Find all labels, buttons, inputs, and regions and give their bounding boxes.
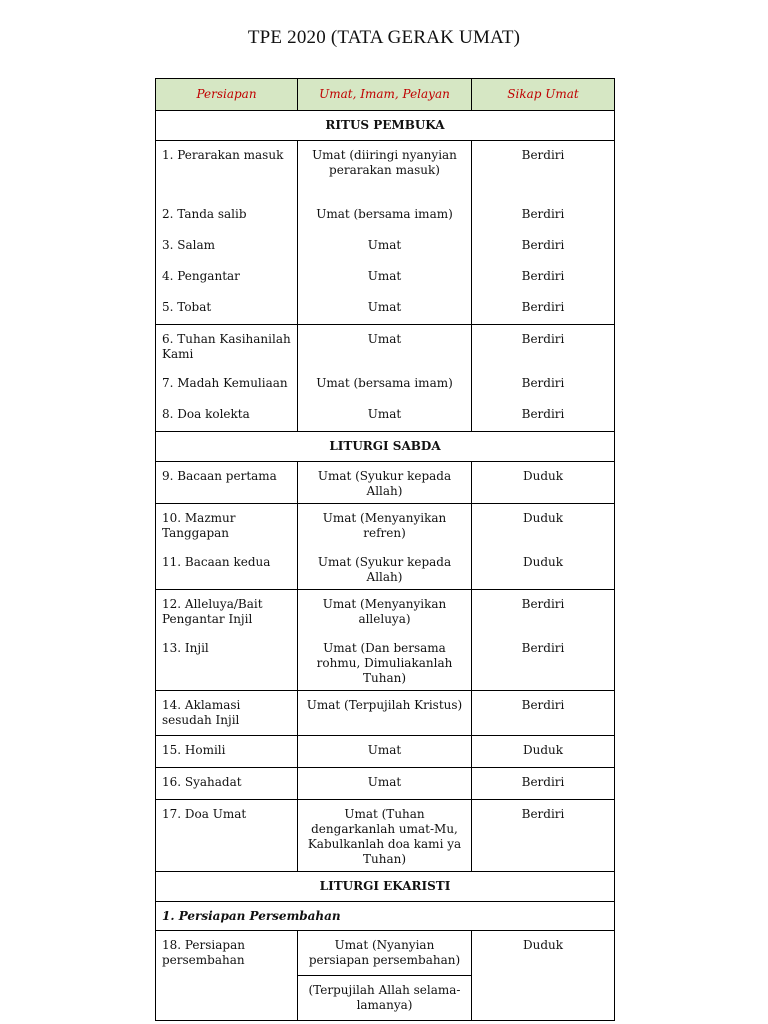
row-pose: Berdiri: [472, 768, 615, 800]
header-row: [156, 79, 615, 111]
row-pose: Duduk: [472, 462, 615, 504]
table-row: [156, 262, 615, 293]
table-row: [156, 462, 615, 504]
row-pose: Berdiri: [472, 141, 615, 201]
row-who: Umat: [298, 736, 472, 768]
row-item: 1. Perarakan masuk: [156, 141, 298, 201]
row-item: 6. Tuhan Kasihanilah Kami: [156, 325, 298, 370]
row-pose: Berdiri: [472, 634, 615, 691]
table-row: [156, 141, 615, 201]
row-item: 15. Homili: [156, 736, 298, 768]
row-pose: Berdiri: [472, 293, 615, 325]
section-heading: RITUS PEMBUKA: [156, 111, 615, 141]
row-who: Umat: [298, 231, 472, 262]
table-row: [156, 293, 615, 325]
row-pose: Berdiri: [472, 800, 615, 872]
row-pose: Berdiri: [472, 590, 615, 635]
row-item: 16. Syahadat: [156, 768, 298, 800]
row-who: Umat (Syukur kepada Allah): [298, 548, 472, 590]
row-who: Umat (Syukur kepada Allah): [298, 462, 472, 504]
row-pose: Berdiri: [472, 262, 615, 293]
row-pose: Duduk: [472, 504, 615, 549]
row-who-secondary: (Terpujilah Allah selama-lamanya): [298, 976, 472, 1021]
table-row: [156, 504, 615, 549]
table-row: [156, 634, 615, 691]
row-pose: Duduk: [472, 736, 615, 768]
header-sikap-umat: Sikap Umat: [472, 79, 615, 111]
page-title: TPE 2020 (TATA GERAK UMAT): [247, 27, 521, 48]
row-pose: Duduk: [472, 548, 615, 590]
row-item: 17. Doa Umat: [156, 800, 298, 872]
row-pose: Berdiri: [472, 691, 615, 736]
subsection-heading: 1. Persiapan Persembahan: [156, 902, 615, 931]
row-who: Umat (Dan bersama rohmu, Dimuliakanlah Tuhan): [298, 634, 472, 691]
row-pose: Berdiri: [472, 325, 615, 370]
table-row: [156, 369, 615, 400]
row-who: Umat: [298, 325, 472, 370]
row-item: 18. Persiapan persembahan: [156, 931, 298, 1021]
row-item: 11. Bacaan kedua: [156, 548, 298, 590]
table-row: [156, 325, 615, 370]
row-pose: Berdiri: [472, 400, 615, 432]
row-who: Umat (Menyanyikan alleluya): [298, 590, 472, 635]
row-who: Umat (Menyanyikan refren): [298, 504, 472, 549]
row-who: Umat (bersama imam): [298, 369, 472, 400]
row-item: 10. Mazmur Tanggapan: [156, 504, 298, 549]
row-pose: Berdiri: [472, 200, 615, 231]
row-who: Umat: [298, 768, 472, 800]
row-who: Umat: [298, 262, 472, 293]
row-item: 9. Bacaan pertama: [156, 462, 298, 504]
row-pose: Duduk: [472, 931, 615, 1021]
table-row: [156, 736, 615, 768]
table-row: [156, 590, 615, 635]
row-who: Umat: [298, 400, 472, 432]
table-row: [156, 400, 615, 432]
row-who: Umat (Nyanyian persiapan persembahan): [298, 931, 472, 976]
table-row: [156, 800, 615, 872]
row-item: 13. Injil: [156, 634, 298, 691]
section-heading: LITURGI SABDA: [156, 432, 615, 462]
header-umat-imam-pelayan: Umat, Imam, Pelayan: [298, 79, 472, 111]
liturgy-table: [155, 78, 615, 1021]
table-row: [156, 691, 615, 736]
row-who: Umat (Tuhan dengarkanlah umat-Mu, Kabulkanlah doa kami ya Tuhan): [298, 800, 472, 872]
row-item: 8. Doa kolekta: [156, 400, 298, 432]
table-row: [156, 231, 615, 262]
row-item: 12. Alleluya/Bait Pengantar Injil: [156, 590, 298, 635]
row-pose: Berdiri: [472, 231, 615, 262]
table-row: [156, 548, 615, 590]
row-item: 3. Salam: [156, 231, 298, 262]
table-row: [156, 931, 615, 976]
row-item: 14. Aklamasi sesudah Injil: [156, 691, 298, 736]
section-heading: LITURGI EKARISTI: [156, 872, 615, 902]
row-pose: Berdiri: [472, 369, 615, 400]
header-persiapan: Persiapan: [156, 79, 298, 111]
row-item: 5. Tobat: [156, 293, 298, 325]
table-row: [156, 200, 615, 231]
table-row: [156, 768, 615, 800]
row-who: Umat (bersama imam): [298, 200, 472, 231]
row-item: 4. Pengantar: [156, 262, 298, 293]
row-item: 2. Tanda salib: [156, 200, 298, 231]
row-who: Umat (diiringi nyanyian perarakan masuk): [298, 141, 472, 201]
row-item: 7. Madah Kemuliaan: [156, 369, 298, 400]
row-who: Umat (Terpujilah Kristus): [298, 691, 472, 736]
row-who: Umat: [298, 293, 472, 325]
